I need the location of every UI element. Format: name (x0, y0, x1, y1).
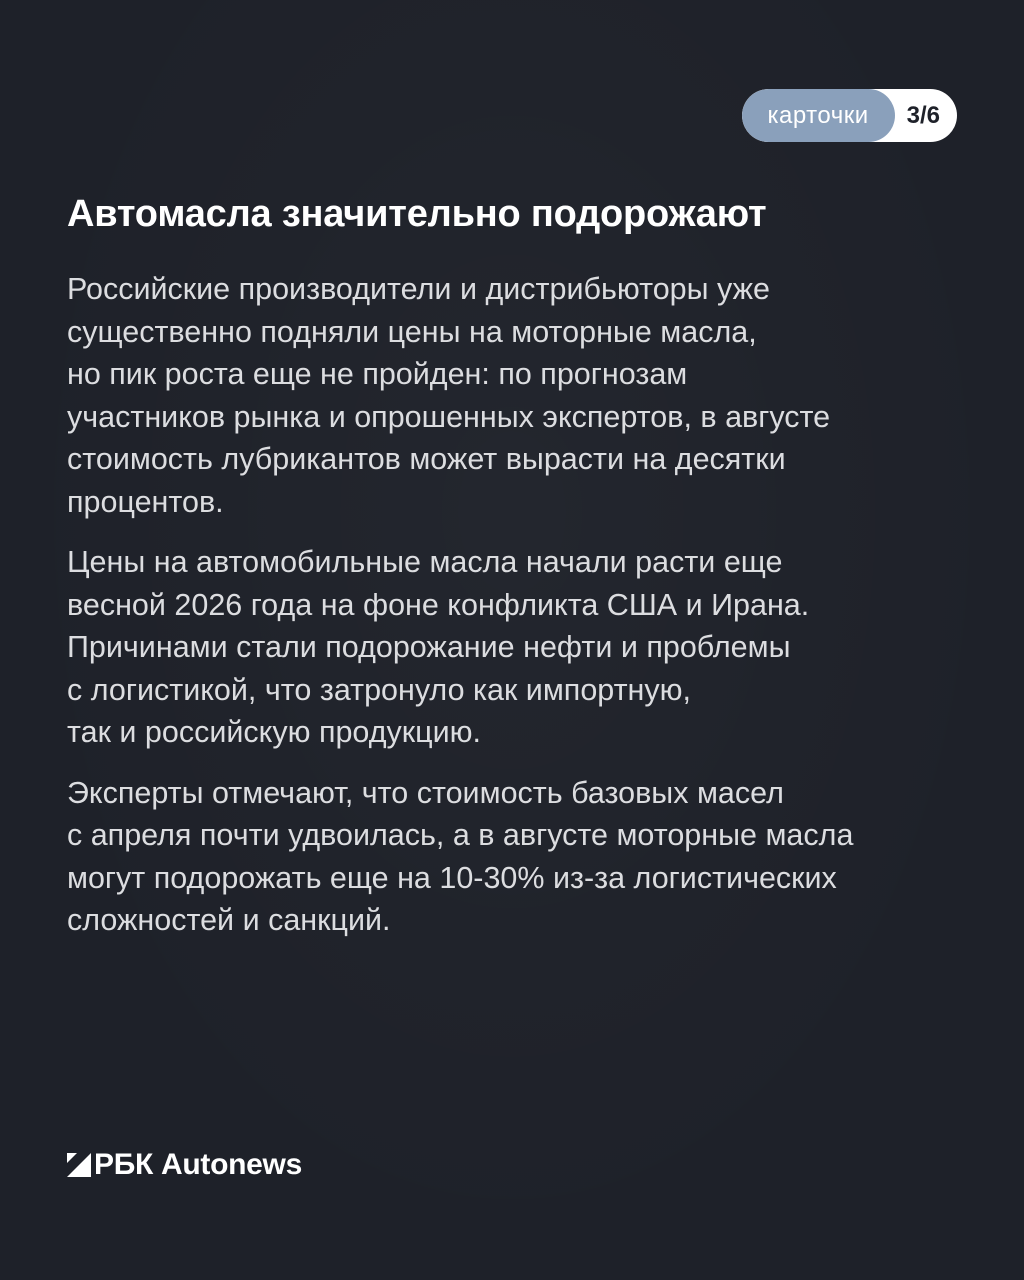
paragraph-line: с логистикой, что затронуло как импортную, (67, 672, 691, 707)
paragraph-line: стоимость лубрикантов может вырасти на десятки (67, 442, 786, 476)
paragraph-line: Эксперты отмечают, что стоимость базовых масел (67, 775, 784, 810)
paragraph-line: Российские производители и дистрибьюторы уже (67, 272, 770, 306)
card-title: Автомасла значительно подорожают (67, 193, 767, 235)
paragraph-line: участников рынка и опрошенных экспертов, в августе (67, 399, 831, 434)
rbc-slash-logo-icon (67, 1153, 91, 1177)
badge-counter: 3/6 (906, 102, 940, 129)
card-body (67, 268, 967, 960)
brand-logo (67, 1147, 302, 1183)
paragraph-line: Цены на автомобильные масла начали расти еще (67, 545, 783, 579)
paragraph-1 (67, 268, 967, 523)
paragraph-line: сложностей и санкций. (67, 903, 391, 937)
paragraph-line: существенно подняли цены на моторные масла, (67, 314, 757, 349)
paragraph-line: с апреля почти удвоилась, а в августе моторные масла (67, 818, 854, 852)
paragraph-2 (67, 541, 967, 754)
paragraph-line: могут подорожать еще на 10-30% из-за логистических (67, 860, 837, 895)
card-counter-badge (742, 89, 957, 142)
paragraph-line: весной 2026 года на фоне конфликта США и Ирана. (67, 587, 810, 622)
badge-label: карточки (742, 89, 894, 142)
paragraph-line: процентов. (67, 484, 224, 519)
paragraph-line: но пик роста еще не пройден: по прогнозам (67, 357, 688, 391)
paragraph-3 (67, 772, 967, 942)
paragraph-line: так и российскую продукцию. (67, 715, 481, 749)
brand-name: РБК Autonews (94, 1148, 302, 1181)
paragraph-line: Причинами стали подорожание нефти и проблемы (67, 630, 791, 664)
